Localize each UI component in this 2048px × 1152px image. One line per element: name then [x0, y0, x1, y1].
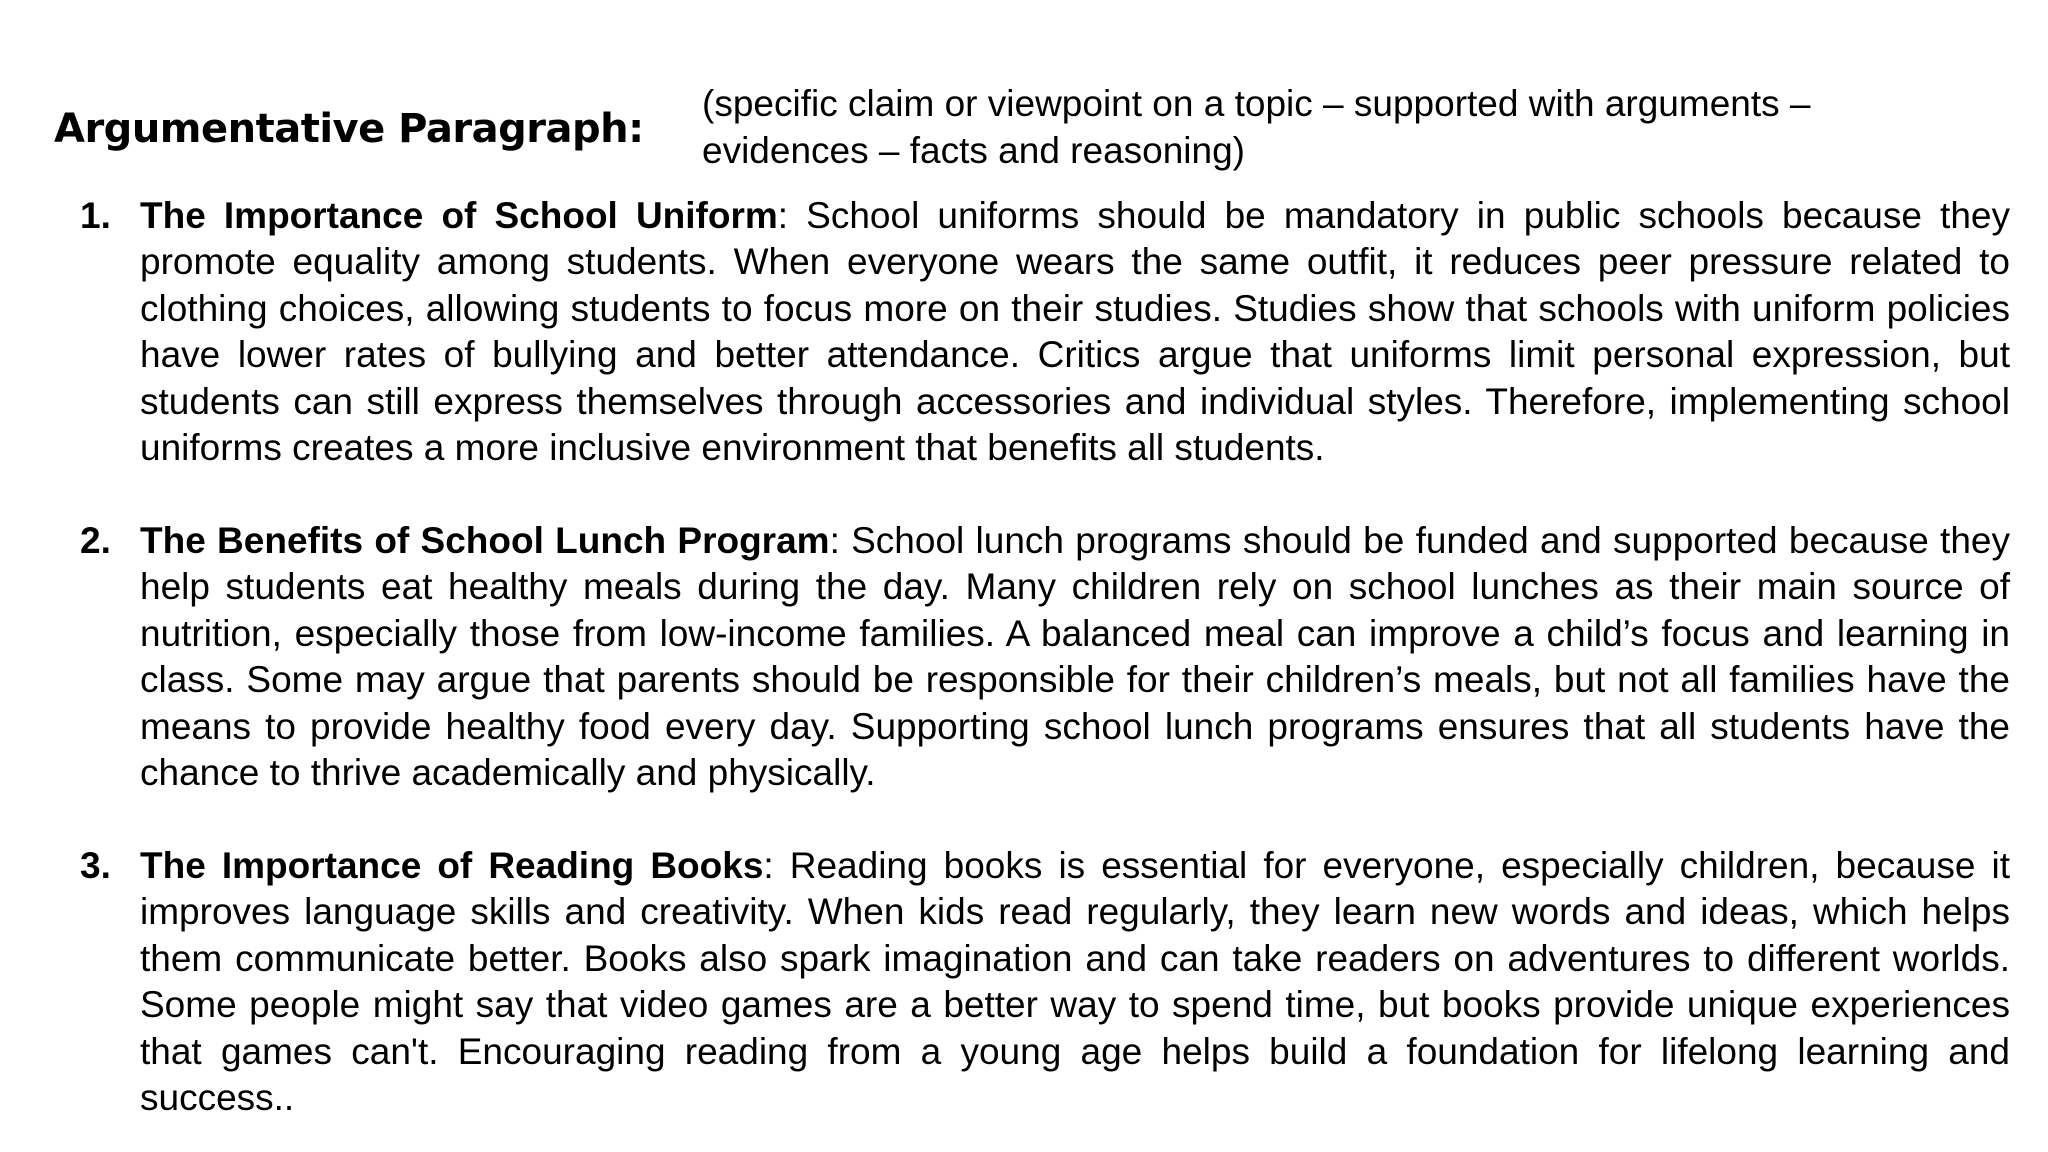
item-body: : School uniforms should be mandatory in public schools because they promote equality among students. When everyone wears the same outfit, it reduces peer pressure related to clothing choices, allowing students to focus more on their studies. Studies show that schools with uniform policies have lower rates of bullying and better attendance. Critics argue that uniforms limit personal expression, but students can still express themselves through accessories and individual styles. Therefore, implementing school uniforms creates a more inclusive environment that benefits all students.: [140, 195, 2010, 469]
page-title: Argumentative Paragraph:: [54, 106, 644, 152]
list-item-school-uniform: [80, 193, 2010, 471]
item-title: The Importance of Reading Books: [140, 845, 764, 886]
heading-row: [54, 80, 1954, 176]
page-subtitle: (specific claim or viewpoint on a topic – supported with arguments – evidences – facts and reasoning): [702, 83, 1811, 171]
list-item-reading-books: [80, 843, 2010, 1121]
list-item-school-lunch: [80, 518, 2010, 796]
item-title: The Importance of School Uniform: [140, 195, 778, 236]
item-number: 3.: [80, 845, 111, 886]
item-title: The Benefits of School Lunch Program: [140, 520, 830, 561]
item-number: 2.: [80, 520, 111, 561]
item-paragraph: [140, 518, 2010, 796]
item-body: : School lunch programs should be funded and supported because they help students eat healthy meals during the day. Many children rely on school lunches as their main source of nutrition, especially those from low-income families. A balanced meal can improve a child’s focus and learning in class. Some may argue that parents should be responsible for their children’s meals, but not all families have the means to provide healthy food every day. Supporting school lunch programs ensures that all students have the chance to thrive academically and physically.: [140, 520, 2010, 794]
item-number: 1.: [80, 195, 111, 236]
item-paragraph: [140, 843, 2010, 1121]
item-body: : Reading books is essential for everyone, especially children, because it improves language skills and creativity. When kids read regularly, they learn new words and ideas, which helps them communicate better. Books also spark imagination and can take readers on adventures to different worlds. Some people might say that video games are a better way to spend time, but books provide unique experiences that games can't. Encouraging reading from a young age helps build a foundation for lifelong learning and success..: [140, 845, 2010, 1119]
item-paragraph: [140, 193, 2010, 471]
